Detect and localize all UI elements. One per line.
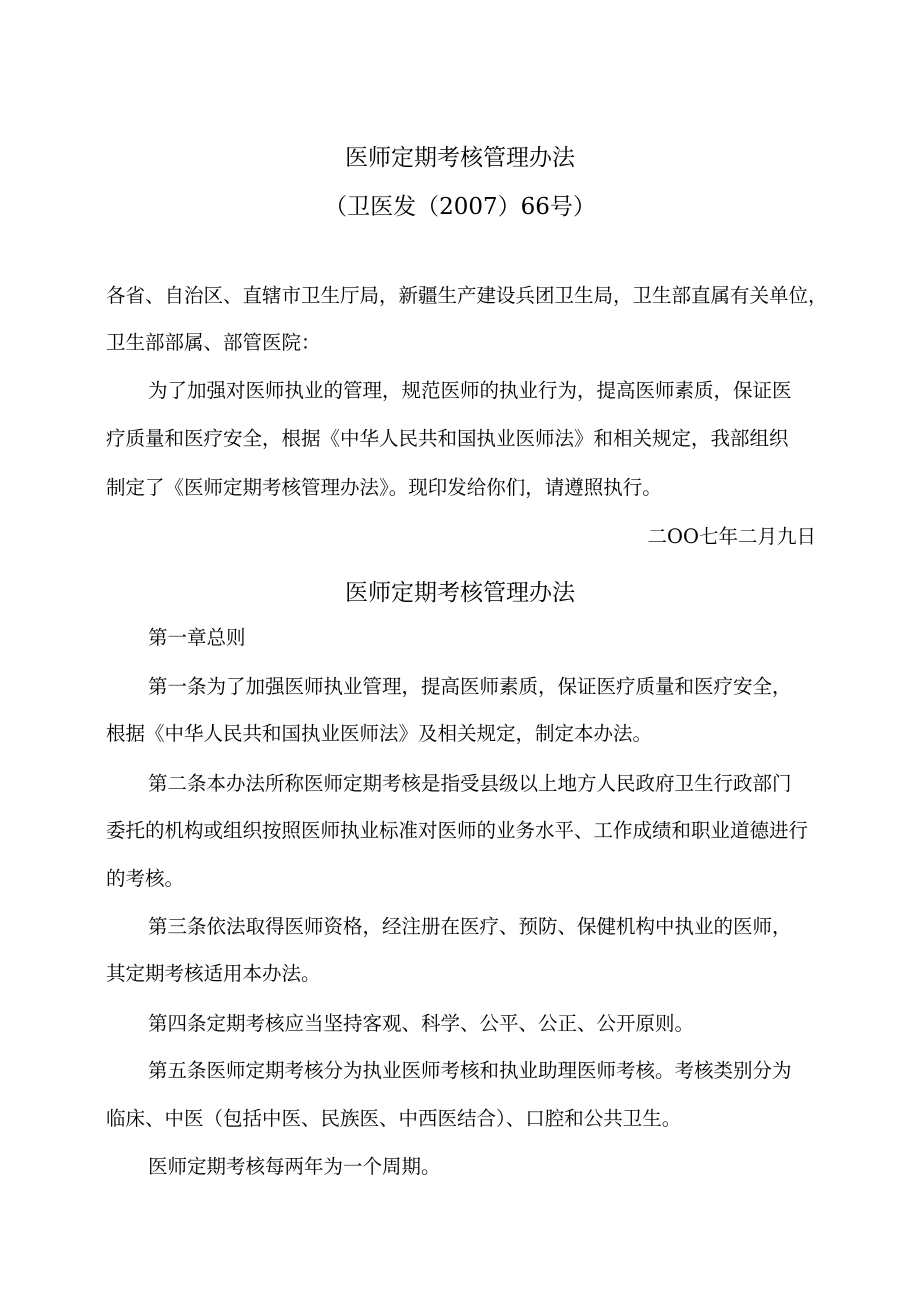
article-line: 根据《中华人民共和国执业医师法》及相关规定，制定本办法。 (106, 722, 653, 745)
body-title: 医师定期考核管理办法 (345, 580, 575, 606)
article-line: 的考核。 (106, 867, 185, 890)
notice-line: 为了加强对医师执业的管理，规范医师的执业行为，提高医师素质，保证医 (148, 379, 792, 402)
article-line: 第一条为了加强医师执业管理，提高医师素质，保证医疗质量和医疗安全， (148, 675, 792, 698)
header-title: 医师定期考核管理办法 (345, 145, 575, 171)
issue-date: 二OO七年二月九日 (647, 525, 816, 548)
chapter-heading: 第一章总则 (148, 626, 246, 649)
addressee-line: 卫生部部属、部管医院： (106, 331, 321, 354)
notice-line: 疗质量和医疗安全，根据《中华人民共和国执业医师法》和相关规定，我部组织 (106, 427, 789, 450)
article-line: 第五条医师定期考核分为执业医师考核和执业助理医师考核。考核类别分为 (148, 1059, 792, 1082)
article-line: 委托的机构或组织按照医师执业标准对医师的业务水平、工作成绩和职业道德进行 (106, 819, 809, 842)
article-line: 第三条依法取得医师资格，经注册在医疗、预防、保健机构中执业的医师， (148, 915, 792, 938)
article-line: 医师定期考核每两年为一个周期。 (148, 1155, 441, 1178)
article-line: 第二条本办法所称医师定期考核是指受县级以上地方人民政府卫生行政部门 (148, 772, 792, 795)
article-line: 临床、中医（包括中医、民族医、中西医结合）、口腔和公共卫生。 (106, 1107, 682, 1130)
addressee-line: 各省、自治区、直辖市卫生厅局，新疆生产建设兵团卫生局，卫生部直属有关单位， (106, 284, 828, 307)
article-line: 第四条定期考核应当坚持客观、科学、公平、公正、公开原则。 (148, 1012, 695, 1035)
document-number: （卫医发（2007）66号） (324, 194, 596, 220)
notice-line: 制定了《医师定期考核管理办法》。现印发给你们，请遵照执行。 (106, 476, 662, 499)
article-line: 其定期考核适用本办法。 (106, 962, 321, 985)
